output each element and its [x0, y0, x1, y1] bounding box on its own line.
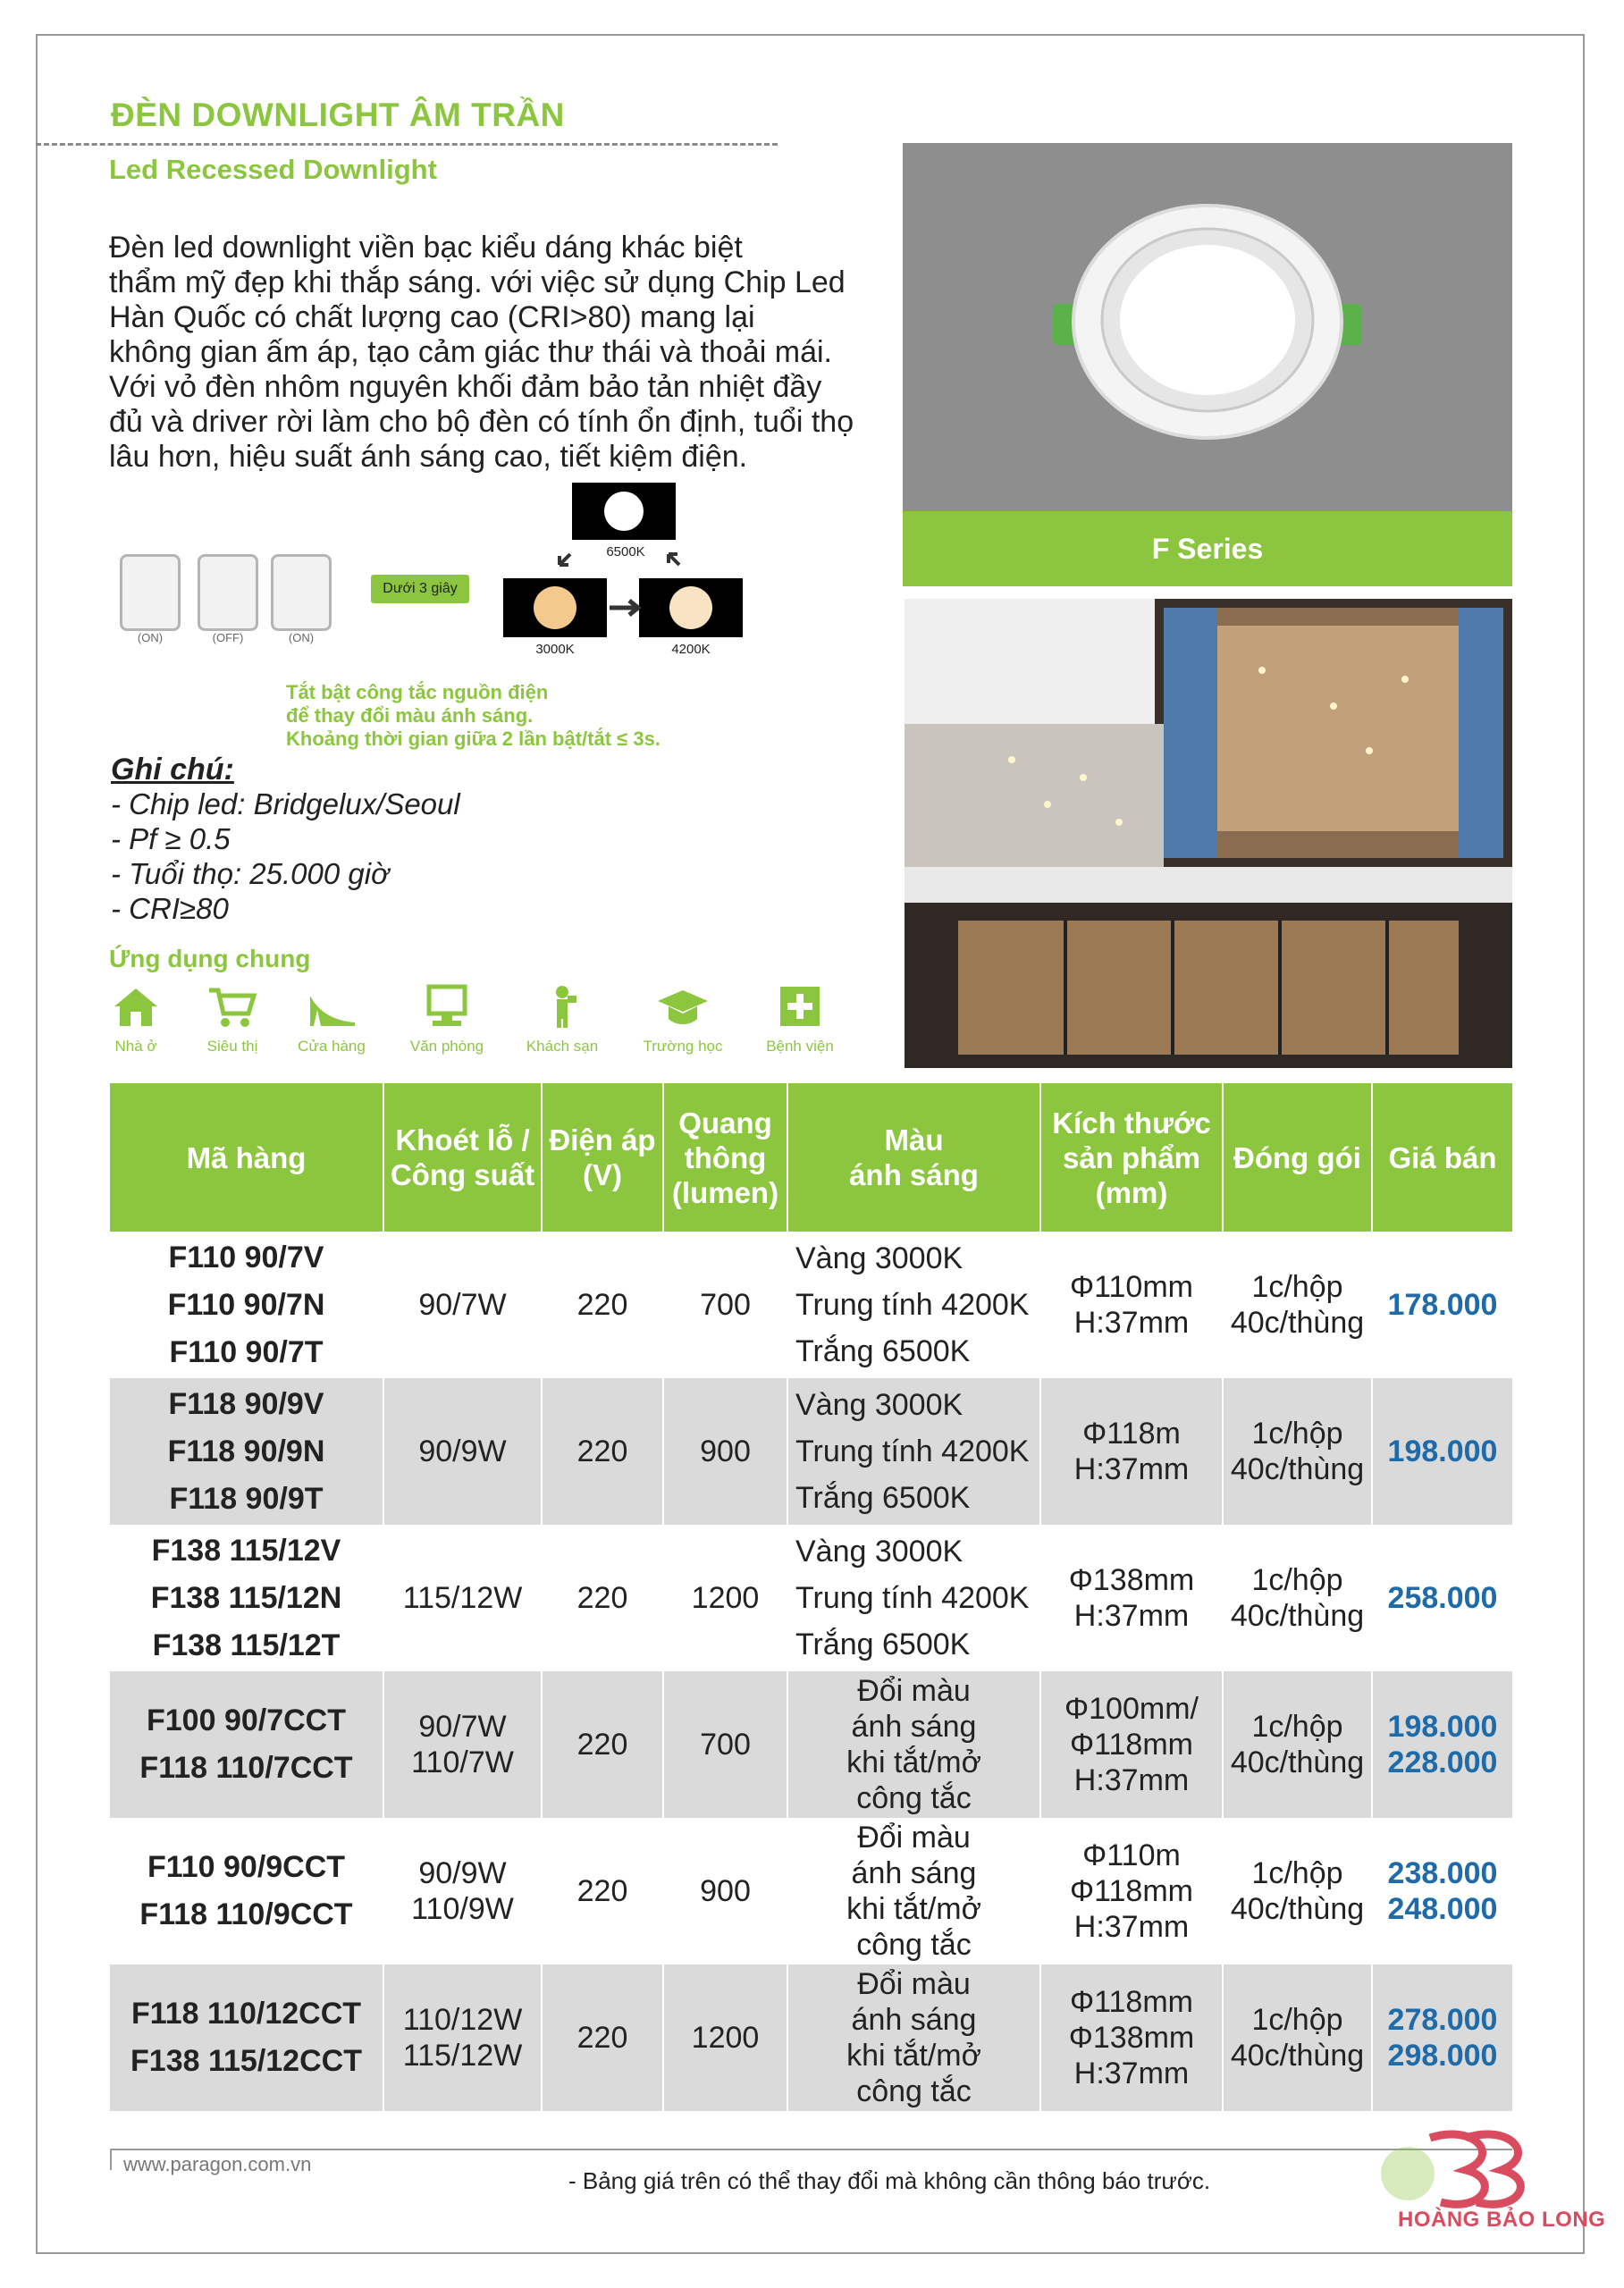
light-6500k: [572, 483, 676, 540]
cell-packing: 1c/hộp 40c/thùng: [1223, 1964, 1372, 2111]
brand-logo-icon: [1367, 2129, 1573, 2209]
cell-price: 258.000: [1387, 1581, 1498, 1615]
bellhop-icon: [535, 983, 589, 1030]
title-divider: [36, 143, 778, 146]
cell-power: 115/12W: [383, 1525, 542, 1671]
timer-badge: Dưới 3 giây: [371, 575, 469, 603]
table-row: [110, 1232, 1512, 1378]
table-row: [110, 1964, 1512, 2111]
header-packing: Đóng gói: [1223, 1083, 1372, 1232]
cell-power: 90/7W: [383, 1232, 542, 1378]
application-label: Văn phòng: [409, 1038, 484, 1055]
medical-cross-icon: [773, 983, 827, 1030]
cell-packing: 1c/hộp 40c/thùng: [1223, 1671, 1372, 1818]
price-disclaimer: - Bảng giá trên có thể thay đổi mà không cần thông báo trước.: [568, 2167, 1211, 2194]
note-item: - Tuổi thọ: 25.000 giờ: [111, 857, 390, 890]
cell-voltage: 220: [542, 1378, 663, 1525]
cell-voltage: 220: [542, 1525, 663, 1671]
cell-voltage: 220: [542, 1232, 663, 1378]
footer-divider: [110, 2149, 1512, 2150]
cell-light-color: Vàng 3000K Trung tính 4200K Trắng 6500K: [787, 1232, 1040, 1378]
cell-packing: 1c/hộp 40c/thùng: [1223, 1525, 1372, 1671]
table-row: [110, 1525, 1512, 1671]
application-label: Nhà ở: [114, 1038, 157, 1055]
downlight-illustration: [903, 143, 1512, 511]
brand-name: HOÀNG BẢO LONG: [1398, 2208, 1606, 2232]
description-line: lâu hơn, hiệu suất ánh sáng cao, tiết kiệm điện.: [109, 440, 748, 474]
cell-price: 198.000 228.000: [1372, 1671, 1512, 1818]
cell-price: 278.000 298.000: [1372, 1964, 1512, 2111]
temp-label-3000k: 3000K: [535, 642, 575, 657]
cell-light-color: Vàng 3000K Trung tính 4200K Trắng 6500K: [787, 1525, 1040, 1671]
price-table: [110, 1083, 1512, 2111]
cell-code: F110 90/7V F110 90/7N F110 90/7T: [110, 1232, 383, 1378]
cell-light-color: Đổi màu ánh sáng khi tắt/mở công tắc: [787, 1671, 1040, 1818]
cell-power: 90/9W 110/9W: [383, 1818, 542, 1964]
home-icon: [109, 983, 163, 1030]
description-line: Với vỏ đèn nhôm nguyên khối đảm bảo tản nhiệt đầy: [109, 370, 822, 404]
application-school: [634, 983, 732, 1056]
cell-size: Φ118m H:37mm: [1040, 1378, 1223, 1525]
application-hospital: [751, 983, 849, 1056]
description-line: Đèn led downlight viền bạc kiểu dáng khác biệt: [109, 231, 743, 265]
graduation-cap-icon: [656, 983, 710, 1030]
cell-light-color: Vàng 3000K Trung tính 4200K Trắng 6500K: [787, 1378, 1040, 1525]
cell-power: 90/7W 110/7W: [383, 1671, 542, 1818]
application-store: [282, 983, 381, 1056]
cell-code: F118 110/12CCT F138 115/12CCT: [110, 1964, 383, 2111]
applications-title: Ứng dụng chung: [109, 945, 311, 972]
cell-voltage: 220: [542, 1964, 663, 2111]
cell-voltage: 220: [542, 1671, 663, 1818]
header-code: Mã hàng: [110, 1083, 383, 1232]
interior-scene: [905, 599, 1512, 1068]
cycle-arrows: [554, 536, 697, 626]
cell-lumen: 700: [663, 1232, 787, 1378]
switch-on-2: [271, 554, 332, 644]
application-label: Trường học: [643, 1038, 723, 1055]
cell-packing: 1c/hộp 40c/thùng: [1223, 1818, 1372, 1964]
cell-size: Φ138mm H:37mm: [1040, 1525, 1223, 1671]
cell-voltage: 220: [542, 1818, 663, 1964]
instruction-line: để thay đổi màu ánh sáng.: [286, 704, 534, 727]
cell-code: F100 90/7CCT F118 110/7CCT: [110, 1671, 383, 1818]
header-lumen: Quang thông (lumen): [663, 1083, 787, 1232]
cell-light-color: Đổi màu ánh sáng khi tắt/mở công tắc: [787, 1964, 1040, 2111]
notes-title: Ghi chú:: [111, 753, 234, 786]
cell-size: Φ110mm H:37mm: [1040, 1232, 1223, 1378]
footer-tick: [110, 2149, 112, 2170]
application-label: Khách sạn: [526, 1038, 599, 1055]
note-item: - Pf ≥ 0.5: [111, 822, 231, 855]
application-label: Bệnh viện: [766, 1038, 834, 1055]
monitor-icon: [420, 983, 474, 1030]
switch-off: [198, 554, 258, 644]
cell-size: Φ118mm Φ138mm H:37mm: [1040, 1964, 1223, 2111]
cell-price: 198.000: [1372, 1378, 1512, 1525]
temp-label-6500k: 6500K: [606, 544, 645, 559]
description-line: thẩm mỹ đẹp khi thắp sáng. với việc sử dụng Chip Led: [109, 265, 846, 299]
table-row: [110, 1671, 1512, 1818]
series-label: F Series: [903, 511, 1512, 586]
cell-size: Φ110m Φ118mm H:37mm: [1040, 1818, 1223, 1964]
website-link[interactable]: www.paragon.com.vn: [123, 2153, 312, 2175]
cell-size: Φ100mm/ Φ118mm H:37mm: [1040, 1671, 1223, 1818]
table-row: [110, 1378, 1512, 1525]
page-subtitle: Led Recessed Downlight: [109, 154, 437, 185]
description-line: đủ và driver rời làm cho bộ đèn có tính ổn định, tuổi thọ: [109, 405, 854, 439]
header-light-color: Màu ánh sáng: [787, 1083, 1040, 1232]
table-row: [110, 1818, 1512, 1964]
page-title: ĐÈN DOWNLIGHT ÂM TRẦN: [111, 97, 565, 133]
header-price: Giá bán: [1372, 1083, 1512, 1232]
switch-label: (ON): [137, 631, 164, 644]
note-item: - Chip led: Bridgelux/Seoul: [111, 787, 460, 820]
cell-lumen: 1200: [663, 1525, 787, 1671]
cell-light-color: Đổi màu ánh sáng khi tắt/mở công tắc: [787, 1818, 1040, 1964]
header-cutout-power: Khoét lỗ / Công suất: [383, 1083, 542, 1232]
shoe-icon: [305, 983, 358, 1030]
cell-lumen: 1200: [663, 1964, 787, 2111]
product-description: [109, 231, 896, 475]
header-voltage: Điện áp (V): [542, 1083, 663, 1232]
description-line: không gian ấm áp, tạo cảm giác thư thái và thoải mái.: [109, 335, 832, 369]
switch-label: (OFF): [212, 631, 244, 644]
cell-code: F118 90/9V F118 90/9N F118 90/9T: [110, 1378, 383, 1525]
cell-lumen: 700: [663, 1671, 787, 1818]
cell-code: F110 90/9CCT F118 110/9CCT: [110, 1818, 383, 1964]
cct-instructions: [286, 681, 661, 751]
cell-price: 178.000: [1387, 1288, 1498, 1322]
header-size: Kích thước sản phẩm (mm): [1040, 1083, 1223, 1232]
instruction-line: Khoảng thời gian giữa 2 lần bật/tắt ≤ 3s.: [286, 728, 661, 750]
table-header-row: [110, 1083, 1512, 1232]
temp-label-4200k: 4200K: [671, 642, 711, 657]
cell-packing: 1c/hộp 40c/thùng: [1223, 1232, 1372, 1378]
application-label: Cửa hàng: [298, 1038, 366, 1055]
cell-power: 110/12W 115/12W: [383, 1964, 542, 2111]
cell-power: 90/9W: [383, 1378, 542, 1525]
application-home: [87, 983, 185, 1056]
switch-label: (ON): [288, 631, 315, 644]
application-office: [398, 983, 496, 1056]
lamp-diffuser: [1120, 245, 1295, 395]
application-supermarket: [183, 983, 282, 1056]
cell-lumen: 900: [663, 1378, 787, 1525]
description-line: Hàn Quốc có chất lượng cao (CRI>80) mang lại: [109, 300, 755, 334]
application-hotel: [513, 983, 611, 1056]
switch-on-1: [120, 554, 181, 644]
instruction-line: Tắt bật công tắc nguồn điện: [286, 681, 549, 703]
cell-packing: 1c/hộp 40c/thùng: [1223, 1378, 1372, 1525]
cell-price: 238.000 248.000: [1387, 1856, 1498, 1926]
cell-code: F138 115/12V F138 115/12N F138 115/12T: [110, 1525, 383, 1671]
interior-photo: [905, 599, 1512, 1068]
cell-lumen: 900: [663, 1818, 787, 1964]
cart-icon: [206, 983, 259, 1030]
note-item: - CRI≥80: [111, 892, 229, 925]
application-label: Siêu thị: [206, 1038, 258, 1055]
